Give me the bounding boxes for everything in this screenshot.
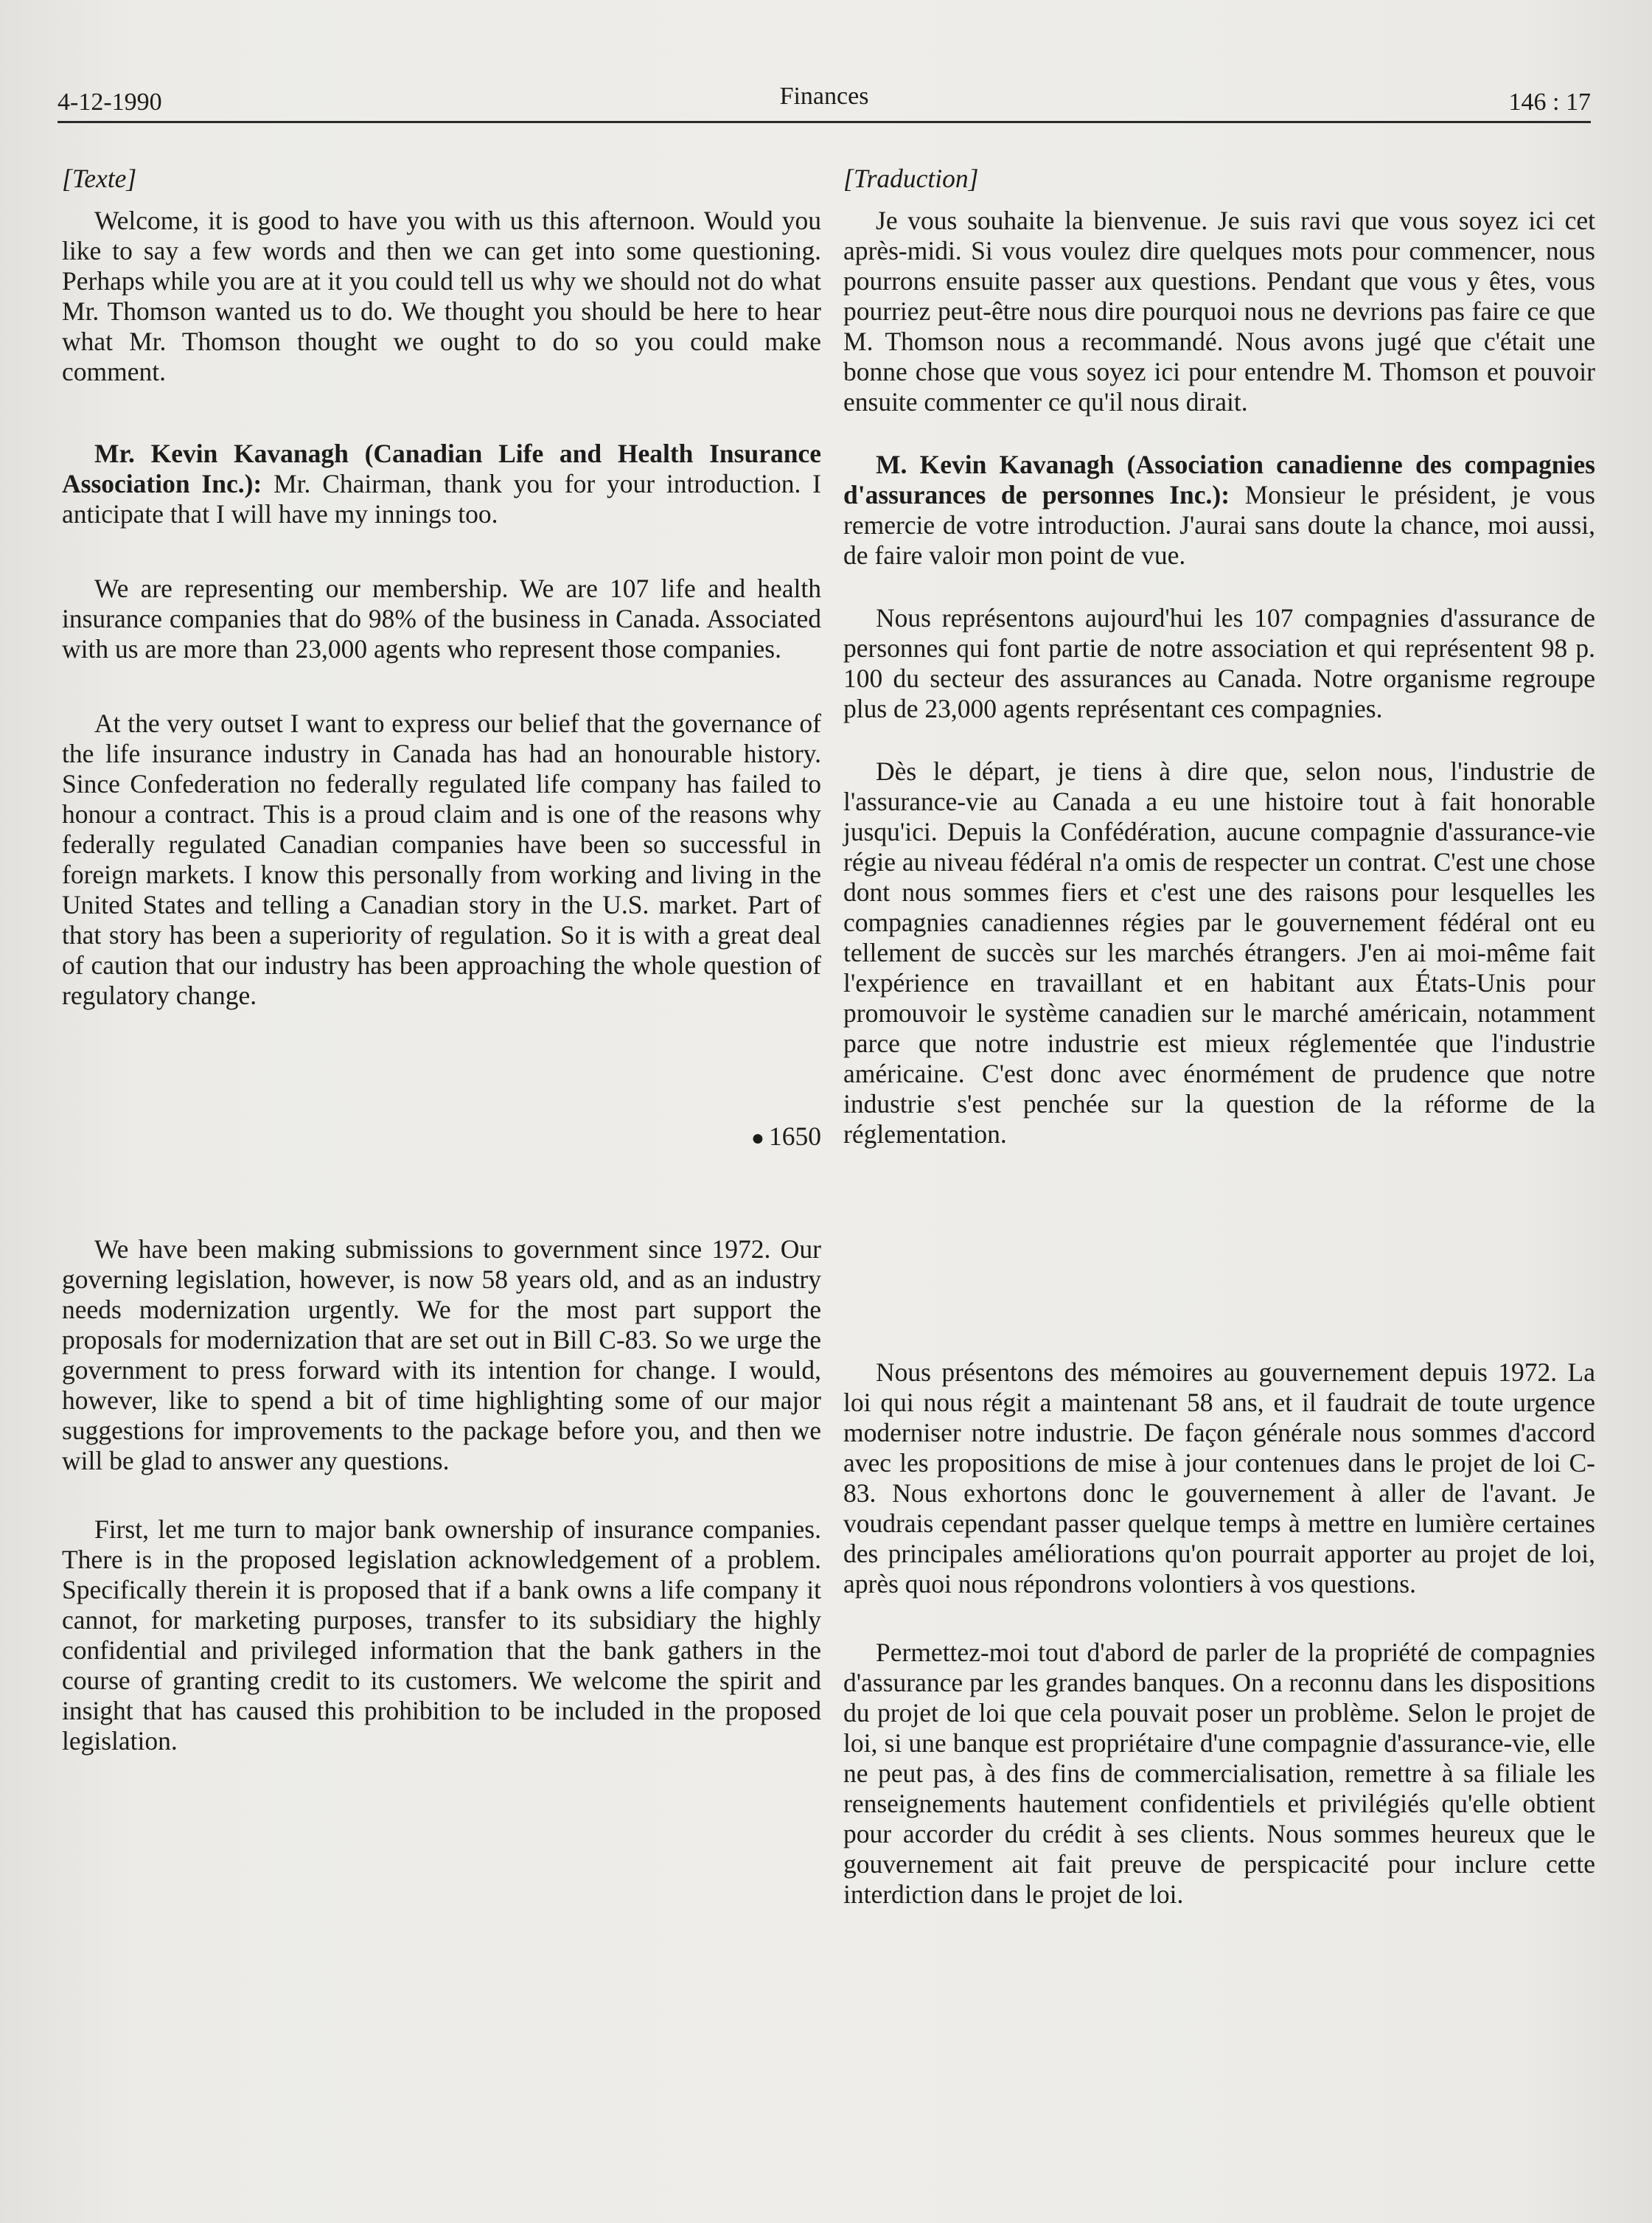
paragraph: Nous présentons des mémoires au gouvernement depuis 1972. La loi qui nous régit a maintenant 58 ans, et il faudrait de toute urgence moderniser notre industrie. De façon générale nous sommes d'accord avec les propositions de mise à jour contenues dans le projet de loi C-83. Nous exhortons donc le gouvernement à aller de l'avant. Je voudrais cependant passer quelque temps à mettre en lumière certaines des principales améliorations qu'on pourrait apporter au projet de loi, après quoi nous répondrons volontiers à vos questions.	[843, 1357, 1595, 1598]
french-column	[843, 164, 1595, 1910]
speaker-text: Monsieur le président, je vous remercie de votre introduction. J'aurai sans doute la chance, moi aussi, de faire valoir mon point de vue.	[843, 480, 1595, 570]
paragraph: Welcome, it is good to have you with us this afternoon. Would you like to say a few words and then we can get into some questioning. Perhaps while you are at it you could tell us why we should not do what Mr. Thomson wanted us to do. We thought you should be here to hear what Mr. Thomson thought we ought to do so you could make comment.	[62, 206, 821, 386]
paragraph: First, let me turn to major bank ownership of insurance companies. There is in the proposed legislation acknowledgement of a problem. Specifically therein it is proposed that if a bank owns a life company it cannot, for marketing purposes, transfer to its subsidiary the highly confidential and privileged information that the bank gathers in the course of granting credit to its customers. We welcome the spirit and insight that has caused this prohibition to be included in the proposed legislation.	[62, 1514, 821, 1756]
paragraph: We have been making submissions to government since 1972. Our governing legislation, however, is now 58 years old, and as an industry needs modernization urgently. We for the most part support the proposals for modernization that are set out in Bill C-83. So we urge the government to press forward with its intention for change. I would, however, like to spend a bit of time highlighting some of our major suggestions for improvements to the package before you, and then we will be glad to answer any questions.	[62, 1234, 821, 1475]
english-column	[62, 164, 821, 1756]
page-header	[57, 80, 1591, 123]
paragraph	[62, 439, 821, 529]
speaker-text: Mr. Chairman, thank you for your introduction. I anticipate that I will have my innings too.	[62, 469, 821, 529]
language-tag: [Traduction]	[843, 164, 979, 193]
bullet-icon: ●	[750, 1126, 764, 1150]
paragraph	[843, 450, 1595, 571]
paragraph: At the very outset I want to express our belief that the governance of the life insurance industry in Canada has had an honourable history. Since Confederation no federally regulated life company has failed to honour a contract. This is a proud claim and is one of the reasons why federally regulated Canadian companies have been so successful in foreign markets. I know this personally from working and living in the United States and telling a Canadian story in the U.S. market. Part of that story has been a superiority of regulation. So it is with a great deal of caution that our industry has been approaching the whole question of regulatory change.	[62, 709, 821, 1010]
paragraph: Permettez-moi tout d'abord de parler de la propriété de compagnies d'assurance par les grandes banques. On a reconnu dans les dispositions du projet de loi que cela pouvait poser un problème. Selon le projet de loi, si une banque est propriétaire d'une compagnie d'assurance-vie, elle ne peut pas, à des fins de commercialisation, remettre à sa filiale les renseignements hautement confidentiels et privilégiés qu'elle obtient pour accorder du crédit à ses clients. Nous sommes heureux que le gouvernement ait fait preuve de perspicacité pour inclure cette interdiction dans le projet de loi.	[843, 1638, 1595, 1909]
time-marker	[62, 1121, 821, 1153]
header-title: Finances	[779, 83, 869, 110]
paragraph: Dès le départ, je tiens à dire que, selon nous, l'industrie de l'assurance-vie au Canada a eu une histoire tout à fait honorable jusqu'ici. Depuis la Confédération, aucune compagnie d'assurance-vie régie au niveau fédéral n'a omis de respecter un contrat. C'est une chose dont nous sommes fiers et c'est une des raisons pour lesquelles les compagnies canadiennes régies par le gouvernement fédéral ont eu tellement de succès sur les marchés étrangers. J'en ai moi-même fait l'expérience en travaillant et en habitant aux États-Unis pour promouvoir le système canadien sur le marché américain, notamment parce que notre industrie est mieux réglementée que l'industrie américaine. C'est donc avec énormément de prudence que notre industrie s'est penchée sur la question de la réforme de la réglementation.	[843, 756, 1595, 1149]
speaker-name: Mr. Kevin Kavanagh (Canadian Life and Health Insurance Association Inc.):	[62, 439, 821, 498]
speaker-name: M. Kevin Kavanagh (Association canadienne des compagnies d'assurances de personnes Inc.):	[843, 450, 1595, 509]
paragraph: Je vous souhaite la bienvenue. Je suis ravi que vous soyez ici cet après-midi. Si vous voulez dire quelques mots pour commencer, nous pourrons ensuite passer aux questions. Pendant que vous y êtes, vous pourriez peut-être nous dire pourquoi nous ne devrions pas faire ce que M. Thomson nous a recommandé. Nous avons jugé que c'était une bonne chose que vous soyez ici pour entendre M. Thomson et pouvoir ensuite commenter ce qu'il nous dirait.	[843, 206, 1595, 417]
header-date: 4-12-1990	[57, 88, 162, 116]
language-tag: [Texte]	[62, 164, 137, 193]
paragraph: Nous représentons aujourd'hui les 107 compagnies d'assurance de personnes qui font partie de notre association et qui représentent 98 p. 100 du secteur des assurances au Canada. Notre organisme regroupe plus de 23,000 agents représentant ces compagnies.	[843, 603, 1595, 723]
header-page-number: 146 : 17	[1508, 88, 1591, 116]
paragraph: We are representing our membership. We are 107 life and health insurance companies that do 98% of the business in Canada. Associated with us are more than 23,000 agents who represent those companies.	[62, 574, 821, 664]
time-marker-text: 1650	[769, 1121, 821, 1151]
